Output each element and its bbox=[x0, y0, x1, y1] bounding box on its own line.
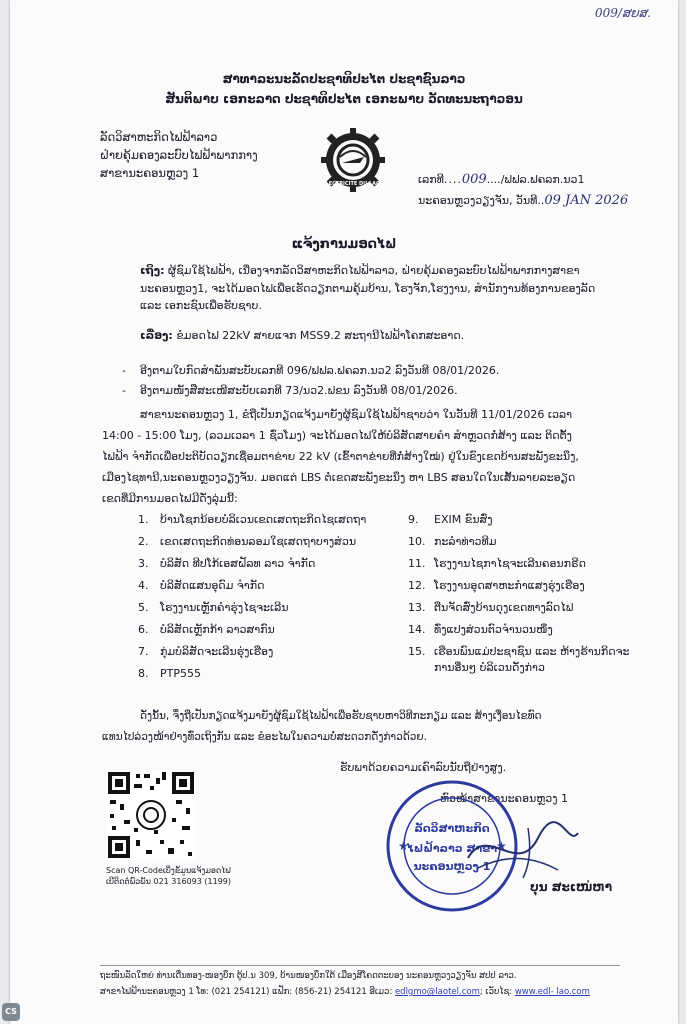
list-item: 6. ບໍລິສັດເຫຼັກກ້າ ລາວສາກົນ bbox=[138, 623, 275, 636]
affected-area-list-left bbox=[138, 512, 378, 688]
reference-item-2: - ອີງຕາມໜັງສືສະເໜີສະບັບເລກທີ 73/ນວ2.ຟຂນ ລົງວັນທີ 08/01/2026. bbox=[122, 384, 458, 397]
logo-text: ELECTRICITE DU LAOS bbox=[322, 181, 384, 187]
body-line-4: ເມືອງໄຊທານີ,ນະຄອນຫຼວງວຽງຈັນ. ມອດແຕ່ LBS ຕໍ່ເຂດສະພັງຂະນຶງ ຫາ LBS ສອນໃດໃນເສັ້ນລາຍລະອຽດ bbox=[102, 471, 576, 484]
recipient-paragraph bbox=[140, 262, 608, 315]
subject-label: ເລື່ອງ: bbox=[140, 329, 173, 342]
footer-contact-prefix: ສາຂາໄຟຟ້ານະຄອນຫຼວງ 1 ໂທ: (021 254121) ແຟັກ: (856-21) 254121 ອີເມວ: bbox=[100, 987, 393, 997]
reference-item-1: - ອີງຕາມໃບກົດສຳພັນສະບັບເລກທີ 096/ຟຟລ.ຟຄລກ.ນວ2 ລົງວັນທີ 08/01/2026. bbox=[122, 364, 500, 377]
notice-title: ແຈ້ງການມອດໄຟ bbox=[291, 237, 397, 252]
list-item: 5. ໂຮງງານເຫຼັກຄຳຮຸ່ງໄຊຈະເລີນ bbox=[138, 601, 289, 614]
list-item: 9. EXIM ຂົນສົ່ງ bbox=[408, 513, 493, 526]
qr-caption-2: ເບີຕິດຕໍ່ພົວພັນ 021 316093 (1199) bbox=[106, 877, 231, 886]
qr-caption-1: Scan QR-Codeເບິ່ງຂໍ້ມູນແຈ້ງມອດໄຟ bbox=[106, 866, 231, 875]
svg-text:★: ★ bbox=[496, 839, 507, 853]
stamp-line1: ລັດວິສາຫະກິດ bbox=[414, 822, 490, 835]
affected-area-list-right bbox=[408, 512, 638, 682]
list-item: 7. ກຸ່ມບໍລິສັດຈະເລີນຮຸ່ງເຮືອງ bbox=[138, 645, 274, 658]
reference-date: ນະຄອນຫຼວງວຽງຈັນ, ວັນທີ..09 JAN 2026 bbox=[418, 193, 629, 208]
reference-date-value: 09 JAN 2026 bbox=[544, 193, 629, 208]
scanner-watermark: CS bbox=[2, 1003, 20, 1021]
svg-text:★: ★ bbox=[398, 839, 409, 853]
recipient-label: ເຖິງ: bbox=[140, 264, 165, 277]
body-line-1: ສາຂານະຄອນຫຼວງ 1, ຂໍຖືເປັນກຽດແຈ້ງມາຍັງຜູ້ຊົມໃຊ້ໄຟຟ້າຊາບວ່າ ໃນວັນທີ 11/01/2026 ເວລາ bbox=[140, 408, 573, 421]
org-line1: ລັດວິສາຫະກິດໄຟຟ້າລາວ bbox=[100, 130, 218, 144]
recipient-text: ຜູ້ຊົມໃຊ້ໄຟຟ້າ, ເນື່ອງຈາກລັດວິສາຫະກິດໄຟຟ້າລາວ, ຝ່າຍຄຸ້ມຄອງລະບົບໄຟຟ້າພາກກາງສາຂານະຄອນຫຼວງ1, ຈະໄດ້ມອດໄຟເພື່ອເຮັດວຽກຕາມຄຸ້ມບ້ານ, ໂຮງຈັກ,ໂຮງງານ, ສຳນັກງານທ້ອງການຂອງລັດ ແລະ ເອກະຊົນເພື່ອຮັບຊາບ. bbox=[140, 264, 596, 312]
qr-code-icon bbox=[106, 770, 196, 860]
footer-contact bbox=[100, 986, 660, 998]
reference-item-2-text: ອີງຕາມໜັງສືສະເໜີສະບັບເລກທີ 73/ນວ2.ຟຂນ ລົງວັນທີ 08/01/2026. bbox=[139, 384, 458, 397]
document-page bbox=[10, 0, 678, 1024]
handwritten-signature bbox=[458, 818, 588, 888]
corner-handwritten-note: 009/ສຍສ. bbox=[595, 6, 651, 20]
org-line2: ຝ່າຍຄຸ້ມຄອງລະບົບໄຟຟ້າພາກກາງ bbox=[100, 148, 258, 162]
signature-scribble-icon bbox=[458, 818, 588, 888]
closing-line-1: ດັ່ງນັ້ນ, ຈຶ່ງຖືເປັນກຽດແຈ້ງມາຍັງຜູ້ຊົມໃຊ້ໄຟຟ້າເພື່ອຮັບຊາບຫາວິທີກະກຽມ ແລະ ສ້າງເງື່ອນໄຂທົດ bbox=[140, 710, 542, 722]
org-line3: ສາຂານະຄອນຫຼວງ 1 bbox=[100, 166, 200, 180]
reference-item-1-text: ອີງຕາມໃບກົດສຳພັນສະບັບເລກທີ 096/ຟຟລ.ຟຄລກ.ນວ2 ລົງວັນທີ 08/01/2026. bbox=[139, 364, 500, 377]
body-line-5: ເຂດທີ່ມີການມອດໄຟມີດັ່ງລຸ່ມນີ້: bbox=[102, 492, 238, 505]
list-item: 11. ໂຮງງານໄຊກາໄຊຈະເລີນຄອນກຣີດ bbox=[408, 557, 586, 570]
stamp-line2: ໄຟຟ້າລາວ ສາຂາ bbox=[406, 842, 498, 855]
signatory-role: ຫົວໜ້າສາຂານະຄອນຫຼວງ 1 bbox=[440, 792, 569, 805]
closing-line-3: ຮັບພາດ້ວຍຄວາມເຄົາລົບນັບຖືຢ່າງສູງ. bbox=[340, 761, 507, 774]
list-item: 8. PTP555 bbox=[138, 667, 201, 680]
reference-number-value: 009 bbox=[461, 172, 487, 187]
reference-place-label: ນະຄອນຫຼວງວຽງຈັນ, ວັນທີ bbox=[418, 194, 538, 207]
footer-website-link[interactable]: www.edl- lao.com bbox=[514, 987, 590, 997]
qr-code bbox=[106, 770, 196, 860]
footer-address: ຖະໜົນລັດໃຫຍ່ ທ່ານເດີ່ນທອງ-ໜອງບຶກ ຕູ້ປ.ນ 309, ບ້ານໜອງບຶກໃຕ້ ເມືອງສີໂຄດຕະບອງ ນະຄອນຫຼວງວຽງຈັນ ສປປ ລາວ. bbox=[100, 971, 517, 981]
list-item: 10. ກະລໍາທ່າວທີມ bbox=[408, 535, 497, 548]
list-item: 3. ບໍລິສັດ ທີປໂກ້ເອສຝັລທ ລາວ ຈຳກັດ bbox=[138, 557, 316, 570]
national-header-line1: ສາທາລະນະລັດປະຊາທິປະໄຕ ປະຊາຊົນລາວ bbox=[222, 72, 466, 86]
reference-number-label: ເລກທີ bbox=[418, 173, 444, 186]
list-item: 2. ເຂດເສດຖະກິດທ່ອນລອມໃຊເສດຖາບາງສ່ວນ bbox=[138, 535, 357, 548]
body-line-2: 14:00 - 15:00 ໂມງ, (ລວມເວລາ 1 ຊົ່ວໂມງ) ຈະໄດ້ມອດໄຟໃຫ້ບໍລິສັດສາຍຄຳ ສຳຫຼວດກໍ່ສ້າງ ແລະ ຕິດຕັ້ງ bbox=[102, 429, 572, 442]
list-item: 15. ເຮືອນພົນແມ່ປະຊາຊົນ ແລະ ຫ້າງຮ້ານກິດຈະການອື່ນໆ ບໍລິເວນດັ່ງກ່າວ bbox=[408, 645, 630, 674]
edl-logo-icon bbox=[320, 127, 386, 193]
stamp-line3: ນະຄອນຫຼວງ 1 bbox=[413, 860, 491, 873]
closing-line-2: ແທນໄປລ່ວງໜ້າຢ່າງທົ່ວເຖິງກັນ ແລະ ຂໍອະໄພໃນຄວາມບໍ່ສະດວກດັ່ງກ່າວດ້ວຍ. bbox=[102, 731, 427, 743]
list-item: 14. ທົ່ງແປງສ່ວນຕົວຈຳນວນໜຶ່ງ bbox=[408, 623, 553, 636]
organization-block bbox=[100, 128, 258, 182]
signatory-name: ບຸນ ສະເໜ່ຫາ bbox=[530, 880, 613, 894]
reference-number: ເລກທີ....009..../ຟຟລ.ຟຄລກ.ນວ1 bbox=[418, 172, 585, 187]
national-header-line2: ສັນຕິພາບ ເອກະລາດ ປະຊາທິປະໄຕ ເອກະພາບ ວັດທະນະຖາວອນ bbox=[165, 92, 523, 106]
subject-text: ຂໍມອດໄຟ 22kV ສາຍແຈກ MSS9.2 ສະຖານີໄຟຟ້າໂຄກສະອາດ. bbox=[176, 329, 465, 342]
body-line-3: ໄຟຟ້າ ຈຳກັດເພື່ອປະຕິບັດວຽກເຊື່ອມຕາຂ່າຍ 22 kV (ເຂົ້າຕາຂ່າຍທີ່ກໍ່ສ້າງໃໝ່) ຢູ່ໃນຂົງເຂດບ້ານສະພັງຂະນຶງ, bbox=[102, 450, 579, 463]
reference-number-suffix: /ຟຟລ.ຟຄລກ.ນວ1 bbox=[500, 173, 585, 186]
footer-email-link[interactable]: edlgmo@laotel.com bbox=[394, 987, 480, 997]
list-item: 13. ຕືນຈັດສົ່ງບ້ານດຸງເຂດທາງລົດໄຟ bbox=[408, 601, 574, 614]
edl-logo bbox=[320, 127, 386, 193]
subject-line bbox=[140, 327, 610, 345]
footer-divider bbox=[100, 965, 620, 966]
footer-website-label: ; ເວັບໄຊ: bbox=[479, 987, 513, 997]
list-item: 1. ບ້ານໂຊກນ້ອຍບໍລິເວນເຂດເສດຖະກິດໄຊເສດຖາ bbox=[138, 513, 367, 526]
list-item: 4. ບໍລິສັດແສນອຸດົມ ຈຳກັດ bbox=[138, 579, 265, 592]
list-item: 12. ໂຮງງານອຸດສາຫະກຳແສງຮຸ່ງເຮືອງ bbox=[408, 579, 585, 592]
